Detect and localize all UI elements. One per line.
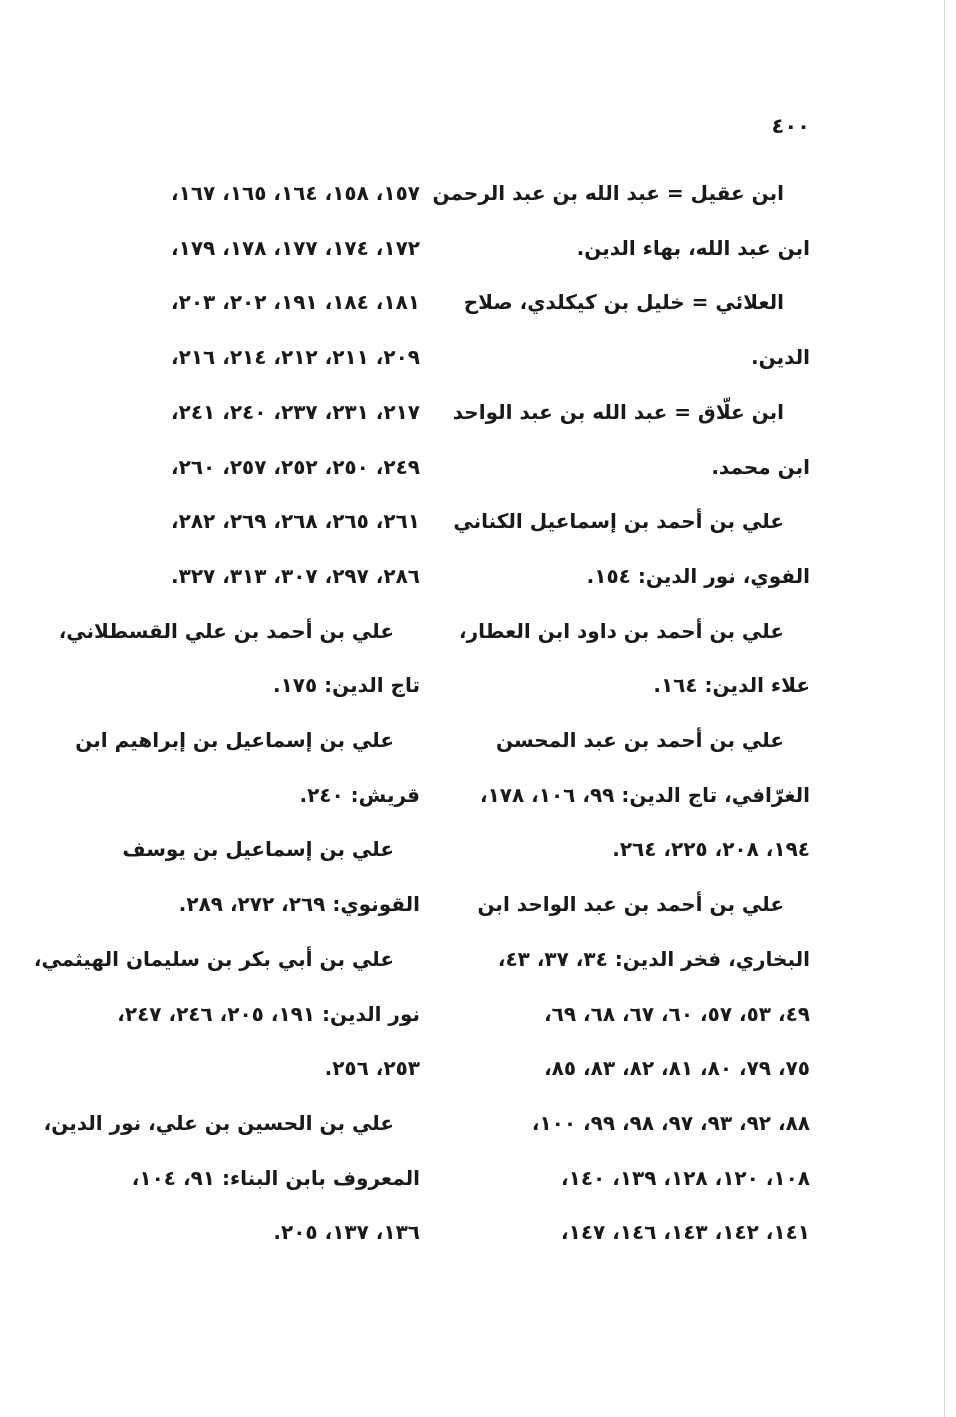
entry-heading-line: علي بن أحمد بن علي القسطلاني، [58, 618, 394, 643]
entry-heading-line: العلائي = خليل بن كيكلدي، صلاح [463, 290, 784, 315]
entry-continuation-line: ٢٨٦، ٢٩٧، ٣٠٧، ٣١٣، ٣٢٧. [171, 563, 420, 588]
entry-continuation-line: ٢٦١، ٢٦٥، ٢٦٨، ٢٦٩، ٢٨٢، [171, 509, 420, 534]
entry-continuation-line: ٤٩، ٥٣، ٥٧، ٦٠، ٦٧، ٦٨، ٦٩، [544, 1001, 810, 1026]
index-entry [458, 604, 810, 713]
entry-continuation-line: الغرّافي، تاج الدين: ٩٩، ١٠٦، ١٧٨، [479, 782, 810, 807]
index-entry [452, 385, 810, 494]
entry-continuation-line: ابن محمد. [711, 454, 810, 479]
entry-continuation-line: علاء الدين: ١٦٤. [653, 673, 810, 698]
index-entry [479, 713, 810, 877]
index-entry [453, 494, 810, 603]
entry-continuation-line: ١٣٦، ١٣٧، ٢٠٥. [273, 1220, 420, 1245]
entry-continuation-line: ١٨١، ١٨٤، ١٩١، ٢٠٢، ٢٠٣، [171, 290, 420, 315]
index-entry [463, 275, 810, 384]
entry-heading-line: علي بن أحمد بن عبد المحسن [495, 728, 784, 753]
index-column-left [33, 166, 420, 1260]
entry-continuation-line: نور الدين: ١٩١، ٢٠٥، ٢٤٦، ٢٤٧، [117, 1001, 420, 1026]
entry-continuation-line: ٧٥، ٧٩، ٨٠، ٨١، ٨٢، ٨٣، ٨٥، [544, 1056, 810, 1081]
entry-continuation-line: الدين. [750, 345, 810, 370]
entry-heading-line: ١٥٧، ١٥٨، ١٦٤، ١٦٥، ١٦٧، [171, 181, 420, 205]
entry-heading-line: علي بن الحسين بن علي، نور الدين، [43, 1110, 394, 1135]
index-entry [98, 822, 420, 931]
entry-continuation-line: ١٧٢، ١٧٤، ١٧٧، ١٧٨، ١٧٩، [171, 235, 420, 260]
entry-heading-line: علي بن أحمد بن داود ابن العطار، [458, 618, 784, 643]
entry-continuation-line: ١٠٨، ١٢٠، ١٢٨، ١٣٩، ١٤٠، [561, 1165, 810, 1190]
entry-continuation-line: القونوي: ٢٦٩، ٢٧٢، ٢٨٩. [178, 892, 420, 917]
entry-heading-line: علي بن إسماعيل بن يوسف [122, 837, 394, 862]
entry-continuation-line: المعروف بابن البناء: ٩١، ١٠٤، [131, 1165, 420, 1190]
entry-continuation-line: الفوي، نور الدين: ١٥٤. [586, 563, 810, 588]
index-entry [43, 1096, 420, 1260]
page-number: ٤٠٠ [771, 114, 810, 138]
index-entry [33, 932, 420, 1096]
index-entry [432, 166, 810, 275]
entry-continuation-line: ابن عبد الله، بهاء الدين. [576, 235, 810, 260]
entry-continuation-line: ١٩٤، ٢٠٨، ٢٢٥، ٢٦٤. [612, 837, 810, 862]
entry-continuation-line: ٢٠٩، ٢١١، ٢١٢، ٢١٤، ٢١٦، [171, 345, 420, 370]
entry-continuation-line: ١٤١، ١٤٢، ١٤٣، ١٤٦، ١٤٧، [561, 1220, 810, 1245]
entry-continuation-line: ٢١٧، ٢٣١، ٢٣٧، ٢٤٠، ٢٤١، [171, 399, 420, 424]
index-entry [58, 604, 420, 713]
entry-continuation-line: البخاري، فخر الدين: ٣٤، ٣٧، ٤٣، [497, 946, 810, 971]
page-edge [944, 0, 945, 1417]
index-entry [477, 877, 810, 1260]
entry-heading-line: علي بن أحمد بن عبد الواحد ابن [477, 892, 784, 917]
entry-heading-line: ابن عقيل = عبد الله بن عبد الرحمن [432, 181, 784, 205]
entry-heading-line: علي بن أبي بكر بن سليمان الهيثمي، [33, 946, 394, 971]
entry-continuation-line: تاج الدين: ١٧٥. [272, 673, 420, 698]
entry-continuation-line: ٢٤٩، ٢٥٠، ٢٥٢، ٢٥٧، ٢٦٠، [171, 454, 420, 479]
entry-heading-line: ابن علّاق = عبد الله بن عبد الواحد [452, 399, 784, 424]
entry-heading-line: علي بن إسماعيل بن إبراهيم ابن [75, 728, 394, 753]
entry-continuation-line: ٨٨، ٩٢، ٩٣، ٩٧، ٩٨، ٩٩، ١٠٠، [531, 1110, 810, 1135]
entry-continuation-line: قريش: ٢٤٠. [299, 782, 420, 807]
entry-continuation-line: ٢٥٣، ٢٥٦. [324, 1056, 420, 1081]
index-entry [98, 166, 420, 604]
entry-heading-line: علي بن أحمد بن إسماعيل الكناني [453, 509, 784, 534]
index-column-right [432, 166, 810, 1260]
index-entry [75, 713, 420, 822]
